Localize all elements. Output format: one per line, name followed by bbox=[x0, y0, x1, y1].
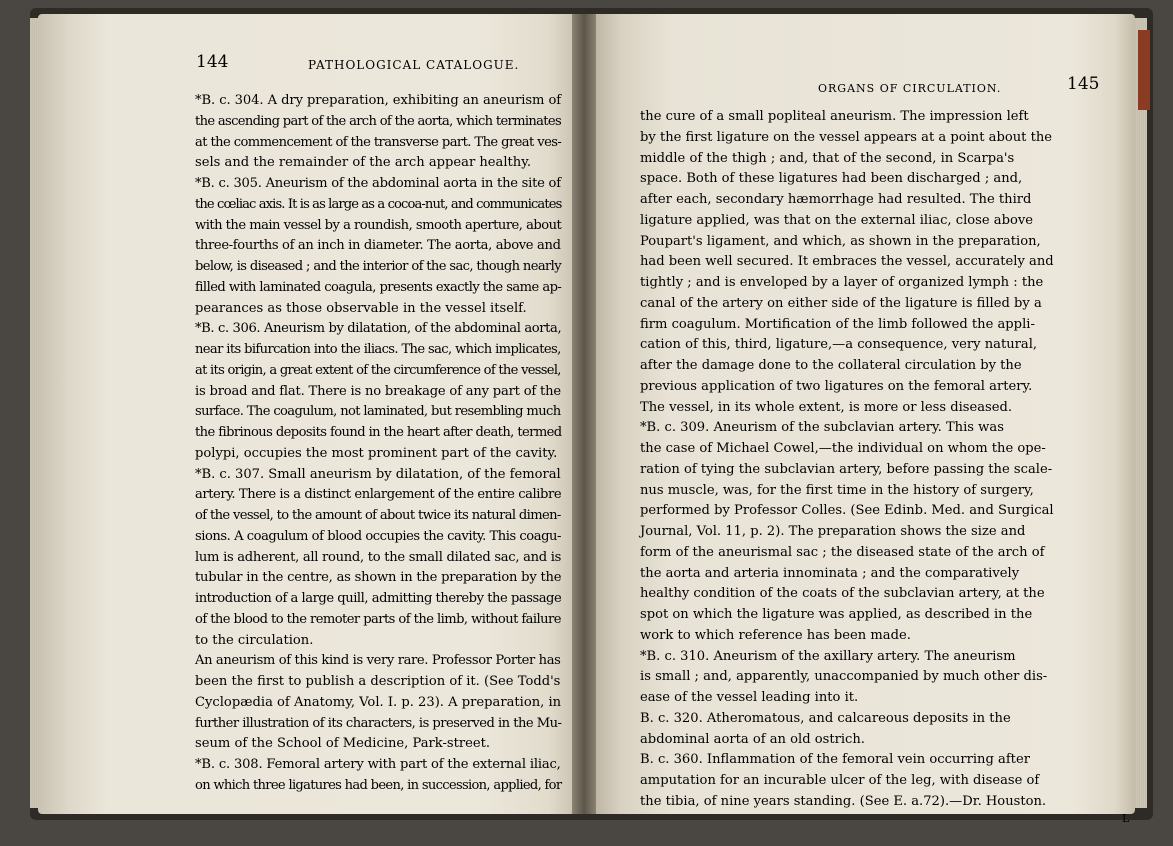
text-line: cation of this, third, ligature,—a consequence, very natural, bbox=[640, 337, 1038, 353]
text-line: *B. c. 305. Aneurism of the abdominal aorta in the site of bbox=[195, 176, 561, 191]
text-line: at the commencement of the transverse part. The great ves- bbox=[195, 134, 562, 150]
text-line: nus muscle, was, for the first time in the history of surgery, bbox=[640, 482, 1034, 498]
text-line: lum is adherent, all round, to the small dilated sac, and is bbox=[195, 549, 562, 565]
text-line: *B. c. 307. Small aneurism by dilatation, of the femoral bbox=[195, 466, 561, 482]
text-line: is broad and flat. There is no breakage of any part of the bbox=[195, 383, 561, 399]
text-line: is small ; and, apparently, unaccompanied by much other dis- bbox=[640, 669, 1048, 685]
text-line: The vessel, in its whole extent, is more or less diseased. bbox=[640, 399, 1013, 415]
text-line: to the circulation. bbox=[195, 632, 314, 648]
right-page-edges bbox=[1133, 18, 1147, 808]
text-line: *B. c. 304. A dry preparation, exhibiting an aneurism of bbox=[195, 93, 562, 108]
text-line: the case of Michael Cowel,—the individual on whom the ope- bbox=[640, 441, 1046, 456]
text-line: Poupart's ligament, and which, as shown in the preparation, bbox=[640, 233, 1041, 249]
text-line: amputation for an incurable ulcer of the leg, with disease of bbox=[640, 773, 1040, 788]
text-line: near its bifurcation into the iliacs. The sac, which implicates, bbox=[195, 342, 561, 357]
text-line: the ascending part of the arch of the aorta, which terminates bbox=[195, 113, 561, 129]
text-line: with the main vessel by a roundish, smooth aperture, about bbox=[195, 217, 562, 233]
text-line: polypi, occupies the most prominent part of the cavity. bbox=[195, 445, 558, 461]
left-running-head: PATHOLOGICAL CATALOGUE. bbox=[308, 58, 520, 72]
text-line: the cœliac axis. It is as large as a cocoa-nut, and communicates bbox=[195, 196, 562, 212]
text-line: tubular in the centre, as shown in the preparation by the bbox=[195, 570, 562, 586]
text-line: filled with laminated coagula, presents exactly the same ap- bbox=[195, 279, 562, 295]
text-line: spot on which the ligature was applied, as described in the bbox=[640, 607, 1033, 622]
text-line: seum of the School of Medicine, Park-street. bbox=[195, 736, 491, 752]
text-line: the tibia, of nine years standing. (See E. a.72).—Dr. Houston. bbox=[640, 793, 1047, 809]
bookmark-tab bbox=[1138, 30, 1150, 110]
text-line: space. Both of these ligatures had been discharged ; and, bbox=[640, 171, 1023, 187]
text-line: performed by Professor Colles. (See Edinb. Med. and Surgical bbox=[640, 503, 1054, 519]
text-line: work to which reference has been made. bbox=[640, 627, 911, 643]
text-line: artery. There is a distinct enlargement of the entire calibre bbox=[195, 487, 562, 503]
text-line: *B. c. 309. Aneurism of the subclavian artery. This was bbox=[640, 420, 1004, 436]
text-line: had been well secured. It embraces the vessel, accurately and bbox=[640, 254, 1054, 270]
text-line: three-fourths of an inch in diameter. The aorta, above and bbox=[195, 238, 561, 254]
text-line: further illustration of its characters, is preserved in the Mu- bbox=[195, 715, 562, 731]
text-line: B. c. 320. Atheromatous, and calcareous deposits in the bbox=[640, 710, 1011, 726]
text-line: ligature applied, was that on the external iliac, close above bbox=[640, 212, 1034, 228]
text-line: abdominal aorta of an old ostrich. bbox=[640, 731, 865, 747]
text-line: introduction of a large quill, admitting thereby the passage bbox=[195, 591, 562, 606]
text-line: after the damage done to the collateral circulation by the bbox=[640, 358, 1022, 373]
text-line: surface. The coagulum, not laminated, but resembling much bbox=[195, 404, 561, 420]
book-gutter bbox=[572, 14, 596, 814]
text-line: after each, secondary hæmorrhage had resulted. The third bbox=[640, 192, 1032, 207]
text-line: Journal, Vol. 11, p. 2). The preparation shows the size and bbox=[640, 524, 1026, 539]
text-line: *B. c. 308. Femoral artery with part of the external iliac, bbox=[195, 757, 561, 772]
text-line: healthy condition of the coats of the subclavian artery, at the bbox=[640, 586, 1045, 602]
text-line: ease of the vessel leading into it. bbox=[640, 690, 859, 705]
text-line: pearances as those observable in the vessel itself. bbox=[195, 300, 527, 316]
text-line: on which three ligatures had been, in succession, applied, for bbox=[195, 777, 562, 793]
right-running-head: ORGANS OF CIRCULATION. bbox=[818, 82, 1002, 95]
signature-mark: L bbox=[1122, 812, 1130, 825]
text-line: An aneurism of this kind is very rare. Professor Porter has bbox=[195, 653, 561, 669]
text-line: Cyclopædia of Anatomy, Vol. I. p. 23). A preparation, in bbox=[195, 694, 562, 710]
text-line: of the blood to the remoter parts of the limb, without failure bbox=[195, 611, 561, 627]
text-line: below, is diseased ; and the interior of the sac, though nearly bbox=[195, 259, 561, 274]
left-page-number: 144 bbox=[196, 52, 229, 72]
text-line: at its origin, a great extent of the circumference of the vessel, bbox=[195, 362, 561, 378]
text-line: firm coagulum. Mortification of the limb followed the appli- bbox=[640, 316, 1035, 332]
text-line: the aorta and arteria innominata ; and the comparatively bbox=[640, 565, 1020, 581]
text-line: sions. A coagulum of blood occupies the cavity. This coagu- bbox=[195, 528, 561, 544]
text-line: of the vessel, to the amount of about twice its natural dimen- bbox=[195, 508, 561, 523]
text-line: middle of the thigh ; and, that of the second, in Scarpa's bbox=[640, 150, 1015, 166]
text-line: the fibrinous deposits found in the heart after death, termed bbox=[195, 425, 562, 440]
text-line: by the first ligature on the vessel appears at a point about the bbox=[640, 129, 1053, 145]
text-line: form of the aneurismal sac ; the diseased state of the arch of bbox=[640, 544, 1045, 560]
text-line: the cure of a small popliteal aneurism. The impression left bbox=[640, 109, 1029, 124]
text-line: *B. c. 306. Aneurism by dilatation, of the abdominal aorta, bbox=[195, 321, 562, 337]
left-body-text bbox=[195, 91, 561, 797]
text-line: previous application of two ligatures on the femoral artery. bbox=[640, 378, 1033, 394]
text-line: tightly ; and is enveloped by a layer of organized lymph : the bbox=[640, 275, 1044, 290]
text-line: been the first to publish a description of it. (See Todd's bbox=[195, 674, 561, 689]
right-body-text bbox=[640, 107, 1092, 813]
text-line: B. c. 360. Inflammation of the femoral vein occurring after bbox=[640, 752, 1030, 768]
right-page-number: 145 bbox=[1067, 74, 1100, 94]
text-line: canal of the artery on either side of the ligature is filled by a bbox=[640, 295, 1042, 311]
text-line: sels and the remainder of the arch appear healthy. bbox=[195, 155, 532, 171]
text-line: ration of tying the subclavian artery, before passing the scale- bbox=[640, 461, 1053, 477]
text-line: *B. c. 310. Aneurism of the axillary artery. The aneurism bbox=[640, 648, 1016, 664]
